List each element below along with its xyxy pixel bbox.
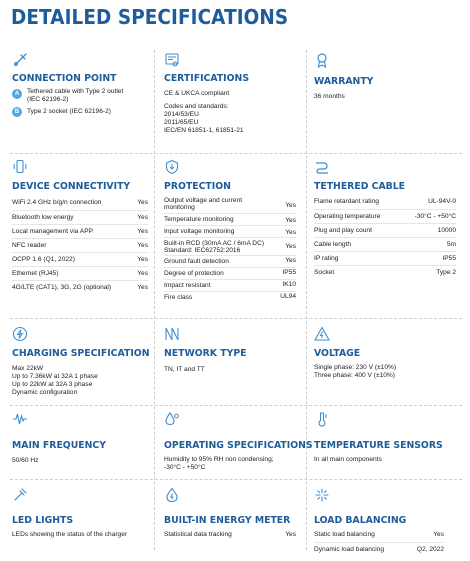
network-type-value: TN, IT and TT [164,366,205,373]
spec-row: Local management via APP Yes [12,225,148,239]
plug-icon [12,52,28,68]
warning-icon [314,326,330,342]
section-heading: DEVICE CONNECTIVITY [12,181,131,192]
badge-a: A [12,89,22,99]
device-connectivity-section [12,159,148,314]
spec-row: Static load balancing Yes [314,529,444,543]
spec-row: Operating temperature -30°C - +50°C [314,210,456,224]
tethered-cable-section [314,159,456,314]
led-lights-value: LEDs showing the status of the charger [12,531,128,538]
network-type-section [164,326,302,402]
balance-sparkle-icon [314,487,330,503]
row-divider [10,318,462,319]
certifications-section [164,52,302,152]
charging-specification-section [12,326,152,402]
operating-line: -30°C - +50°C [164,464,206,471]
certificate-icon [164,52,180,68]
section-heading: LED LIGHTS [12,515,74,526]
section-heading: NETWORK TYPE [164,348,247,359]
row-divider [10,479,462,480]
code-item: 2011/65/EU [164,119,199,126]
spec-row: Flame retardant rating UL-94V-0 [314,196,456,210]
smartphone-icon [12,159,28,175]
operating-line: Humidity to 95% RH non condensing; [164,456,274,463]
voltage-section [314,326,458,402]
charging-line: Up to 7.36kW at 32A 1 phase [12,373,98,380]
led-lights-section [12,487,152,553]
connection-point-section [12,52,152,152]
column-divider [306,50,307,550]
connection-a-line2: (IEC 62196-2) [27,96,69,103]
section-heading: MAIN FREQUENCY [12,440,106,451]
network-icon [164,326,180,342]
spec-row: 4G/LTE (CAT1), 3G, 2G (optional) Yes [12,284,148,291]
spec-row: Ethernet (RJ45) Yes [12,267,148,281]
voltage-line: Single phase: 230 V (±10%) [314,364,397,371]
section-heading: OPERATING SPECIFICATIONS [164,440,313,451]
shield-icon [164,159,180,175]
codes-label: Codes and standards: [164,103,229,110]
temperature-sensors-section [314,411,458,477]
spec-row: Impact resistant IK10 [164,280,296,292]
spec-row: Input voltage monitoring Yes [164,228,296,236]
spec-row: IP rating IP55 [314,252,456,266]
section-heading: PROTECTION [164,181,231,192]
section-heading: CHARGING SPECIFICATION [12,348,150,359]
spec-row: NFC reader Yes [12,239,148,253]
energy-drop-icon [164,487,180,503]
spec-row: Bluetooth low energy Yes [12,211,148,225]
spec-row: Ground fault detection Yes [164,256,296,268]
spec-row: Dynamic load balancing Q2, 2022 [314,546,444,553]
load-balancing-section [314,487,444,557]
droplet-icon [164,411,180,427]
section-heading: LOAD BALANCING [314,515,407,526]
spec-row: Plug and play count 10000 [314,224,456,238]
row-divider [10,153,462,154]
energy-meter-section [164,487,296,553]
spec-row: Degree of protection IP55 [164,268,296,280]
section-heading: TEMPERATURE SENSORS [314,440,443,451]
lightning-icon [12,326,28,342]
warranty-section [314,52,458,152]
frequency-icon [12,411,28,427]
spec-row: WiFi 2.4 GHz b/g/n connection Yes [12,197,148,211]
section-heading: WARRANTY [314,76,374,87]
main-frequency-section [12,411,152,477]
thermometer-icon [314,411,330,427]
connection-a-line1: Tethered cable with Type 2 outlet [27,88,124,95]
temperature-sensors-value: In all main components [314,456,382,463]
connection-b-line1: Type 2 socket (IEC 62196-2) [27,108,111,115]
page-title: DETAILED SPECIFICATIONS [11,5,289,29]
section-heading: CONNECTION POINT [12,73,117,84]
voltage-line: Three phase: 400 V (±10%) [314,372,395,379]
column-divider [154,50,155,550]
spec-row: Socket Type 2 [314,269,456,276]
led-icon [12,487,28,503]
operating-specifications-section [164,411,313,477]
charging-line: Max 22kW [12,365,44,372]
charging-line: Up to 22kW at 32A 3 phase [12,381,93,388]
spec-row: Cable length 5m [314,238,456,252]
spec-row: Built-in RCD (30mA AC / 6mA DC) Standard: IEC62752:2016 Yes [164,240,296,254]
certifications-compliance: CE & UKCA compliant [164,90,230,97]
badge-b: B [12,107,22,117]
code-item: IEC/EN 61851-1, 61851-21 [164,127,244,134]
cable-icon [314,159,330,175]
spec-row: Fire class UL94 [164,293,296,301]
section-heading: TETHERED CABLE [314,181,406,192]
main-frequency-value: 50/60 Hz [12,457,39,464]
spec-row: OCPP 1.6 (Q1, 2022) Yes [12,253,148,267]
spec-row: Temperature monitoring Yes [164,216,296,224]
section-heading: BUILT-IN ENERGY METER [164,515,291,526]
award-icon [314,52,330,68]
charging-line: Dynamic configuration [12,389,78,396]
spec-row: Output voltage and current monitoring Yes [164,196,296,214]
code-item: 2014/53/EU [164,111,199,118]
section-heading: VOLTAGE [314,348,361,359]
row-divider [10,405,462,406]
section-heading: CERTIFICATIONS [164,73,250,84]
protection-section [164,159,296,314]
spec-row: Statistical data tracking Yes [164,531,296,538]
warranty-value: 36 months [314,93,345,100]
